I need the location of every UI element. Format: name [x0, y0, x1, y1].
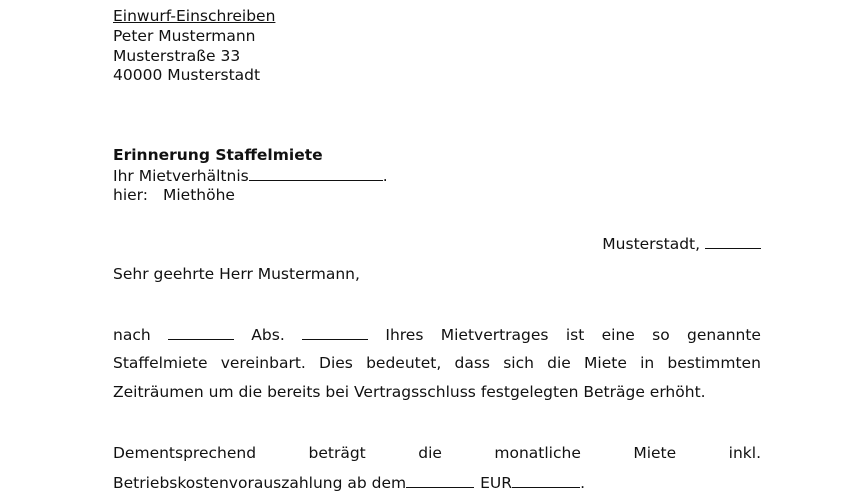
word: Dies: [319, 354, 353, 372]
amount-blank: [512, 472, 580, 488]
contract-blank: [249, 165, 383, 181]
word: so: [652, 326, 670, 344]
word: Miete: [584, 354, 627, 372]
subject-title: Erinnerung Staffelmiete: [113, 146, 323, 164]
paragraph-2-line-2: [113, 472, 585, 492]
word: genannte: [687, 326, 761, 344]
rent-prefix: Betriebskostenvorauszahlung ab dem: [113, 474, 407, 492]
rent-suffix: .: [580, 474, 585, 492]
paragraph-1-line-2: [113, 353, 761, 373]
word: die: [418, 444, 442, 462]
word: Staffelmiete: [113, 354, 208, 372]
subject-line-2-label: hier:: [113, 186, 148, 204]
delivery-type: Einwurf-Einschreiben: [113, 7, 276, 25]
word: Miete: [633, 444, 677, 462]
paragraph-1-line-1: [113, 324, 761, 344]
date-place: Musterstadt,: [602, 235, 701, 253]
sender-street: Musterstraße 33: [113, 47, 241, 65]
subject-line-1-suffix: .: [382, 167, 388, 185]
paragraph-blank: [168, 324, 234, 340]
word: nach: [113, 326, 151, 344]
word: die: [547, 354, 571, 372]
word: Dementsprechend: [113, 444, 257, 462]
rent-currency: EUR: [480, 474, 513, 492]
word: eine: [601, 326, 635, 344]
word: beträgt: [308, 444, 366, 462]
sender-name: Peter Mustermann: [113, 27, 256, 45]
word: in: [640, 354, 655, 372]
word: inkl.: [728, 444, 761, 462]
word: bestimmten: [667, 354, 761, 372]
word: vereinbart.: [220, 354, 306, 372]
start-date-blank: [406, 472, 474, 488]
subject-line-1: [113, 165, 388, 185]
section-blank: [302, 324, 368, 340]
word: bedeutet,: [366, 354, 442, 372]
word: Abs.: [251, 326, 285, 344]
subject-line-2: [113, 185, 235, 205]
date-blank: [705, 233, 761, 249]
paragraph-2-line-1: [113, 443, 761, 463]
word: sich: [503, 354, 534, 372]
word: Ihres: [385, 326, 424, 344]
word: dass: [454, 354, 490, 372]
subject-line-1-prefix: Ihr Mietverhältnis: [113, 167, 249, 185]
word: Mietvertrages: [440, 326, 549, 344]
salutation: Sehr geehrte Herr Mustermann,: [113, 265, 360, 283]
word: ist: [565, 326, 585, 344]
date-line: [602, 233, 761, 253]
word: monatliche: [494, 444, 581, 462]
subject-line-2-value: Miethöhe: [163, 186, 235, 204]
paragraph-1-line-3: Zeiträumen um die bereits bei Vertragsschluss festgelegten Beträge erhöht.: [113, 383, 706, 401]
sender-city: 40000 Musterstadt: [113, 66, 261, 84]
